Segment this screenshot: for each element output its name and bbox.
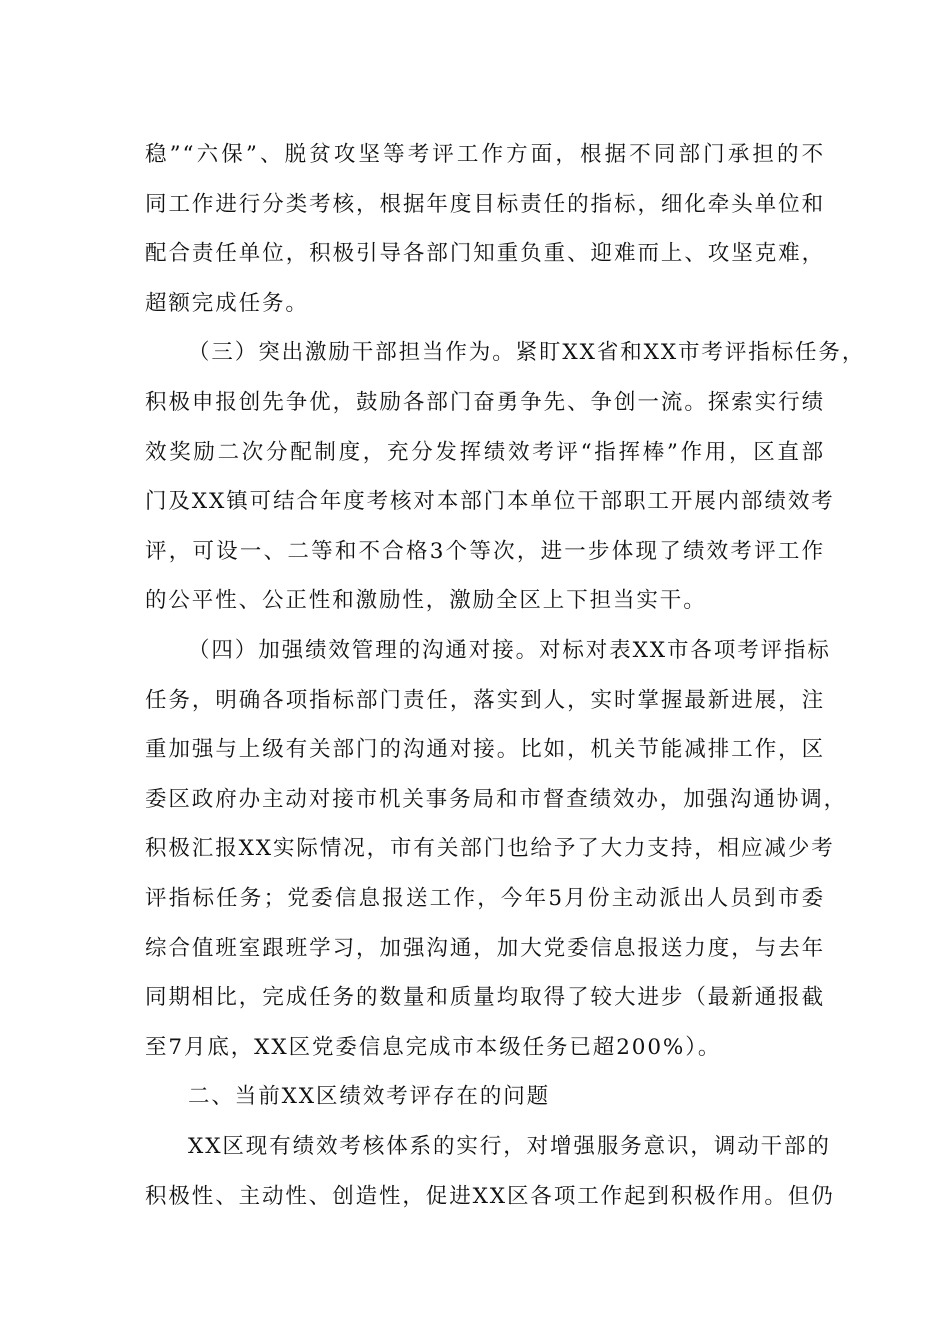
text-line: 的公平性、公正性和激励性，激励全区上下担当实干。 xyxy=(145,588,707,614)
text-line: 评，可设一、二等和不合格3个等次，进一步体现了绩效考评工作 xyxy=(145,538,825,564)
text-line: XX区现有绩效考核体系的实行，对增强服务意识，调动干部的 xyxy=(188,1134,831,1159)
text-line: 重加强与上级有关部门的沟通对接。比如，机关节能减排工作，区 xyxy=(145,737,825,763)
text-line: 同工作进行分类考核，根据年度目标责任的指标，细化牵头单位和 xyxy=(145,191,825,217)
text-line: （三）突出激励干部担当作为。紧盯XX省和XX市考评指标任务， xyxy=(188,340,866,366)
text-line: 委区政府办主动对接市机关事务局和市督查绩效办，加强沟通协调， xyxy=(145,786,848,812)
text-line: 积极性、主动性、创造性，促进XX区各项工作起到积极作用。但仍 xyxy=(145,1183,835,1209)
text-line: 综合值班室跟班学习，加强沟通，加大党委信息报送力度，与去年 xyxy=(145,935,825,961)
text-line: 门及XX镇可结合年度考核对本部门本单位干部职工开展内部绩效考 xyxy=(145,489,835,515)
text-line: 任务，明确各项指标部门责任，落实到人，实时掌握最新进展，注 xyxy=(145,687,825,713)
text-line: 二、当前XX区绩效考评存在的问题 xyxy=(188,1084,551,1110)
text-line: 同期相比，完成任务的数量和质量均取得了较大进步（最新通报截 xyxy=(145,985,825,1011)
text-line: （四）加强绩效管理的沟通对接。对标对表XX市各项考评指标 xyxy=(188,638,831,663)
text-line: 积极汇报XX实际情况，市有关部门也给予了大力支持，相应减少考 xyxy=(145,836,835,862)
text-line: 超额完成任务。 xyxy=(145,290,309,316)
text-line: 积极申报创先争优，鼓励各部门奋勇争先、争创一流。探索实行绩 xyxy=(145,390,825,415)
text-line: 配合责任单位，积极引导各部门知重负重、迎难而上、攻坚克难， xyxy=(145,241,825,267)
text-line: 评指标任务；党委信息报送工作，今年5月份主动派出人员到市委 xyxy=(145,886,825,911)
text-line: 稳”“六保”、脱贫攻坚等考评工作方面，根据不同部门承担的不 xyxy=(145,142,825,167)
text-line: 效奖励二次分配制度，充分发挥绩效考评“指挥棒”作用，区直部 xyxy=(145,439,825,465)
text-line: 至7月底，XX区党委信息完成市本级任务已超200%）。 xyxy=(145,1034,722,1060)
